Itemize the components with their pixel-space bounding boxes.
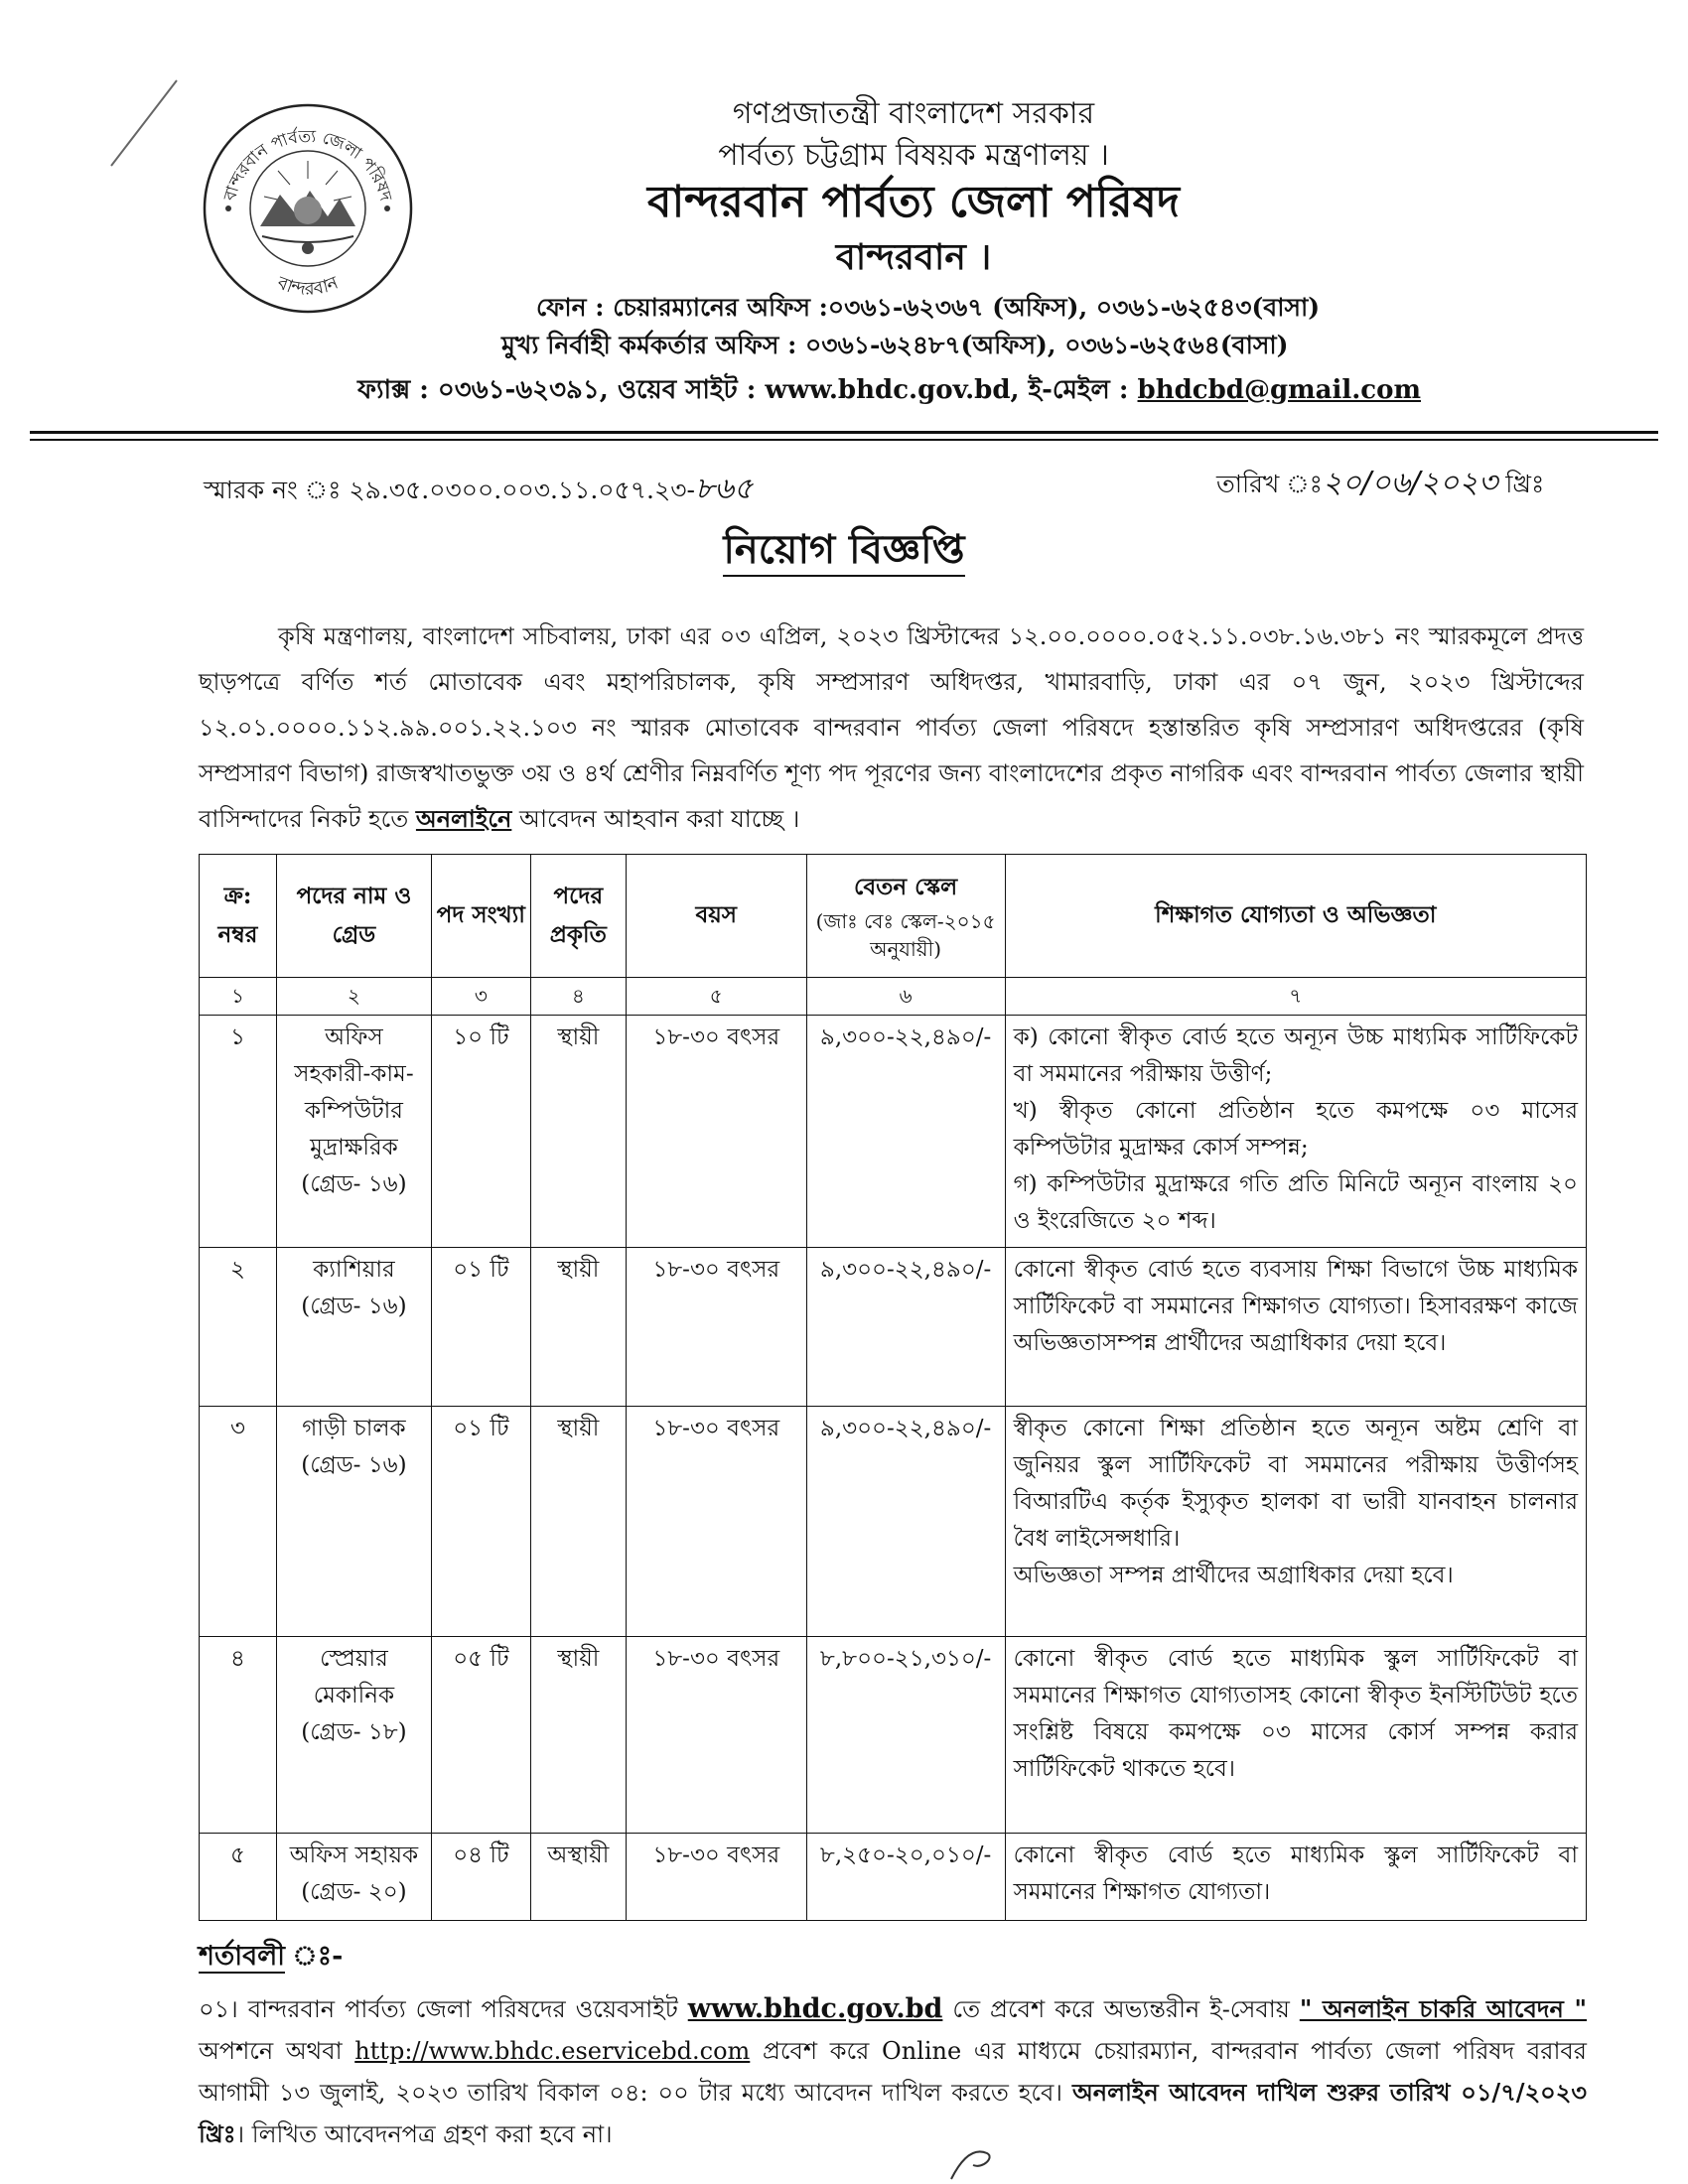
cell-serial: ৫ (200, 1834, 277, 1921)
cell-age: ১৮-৩০ বৎসর (626, 1834, 806, 1921)
council-seal-logo (199, 99, 417, 318)
cell-count: ১০ টি (431, 1016, 530, 1248)
intro-online-emphasis: অনলাইনে (415, 804, 512, 833)
cell-post (276, 1407, 431, 1637)
column-number: ৭ (1005, 978, 1586, 1016)
chairman-phone: ফোন : চেয়ারম্যানের অফিস :০৩৬১-৬২৩৬৭ (অফিস), ০৩৬১-৬২৫৪৩(বাসা) (536, 293, 1321, 322)
header-scale-label: বেতন স্কেল (854, 874, 958, 900)
cell-nature: স্থায়ী (530, 1016, 626, 1248)
header-scale-note: (জাঃ বেঃ স্কেল-২০১৫ অনুযায়ী) (815, 909, 996, 961)
post-grade: (গ্রেড- ১৮) (301, 1719, 407, 1745)
svg-text:বান্দরবান (273, 272, 342, 300)
header-divider-thin (30, 439, 1658, 441)
table-row (200, 1834, 1587, 1921)
column-number: ৬ (806, 978, 1005, 1016)
government-name: গণপ্রজাতন্ত্রী বাংলাদেশ সরকার (732, 96, 1095, 131)
cell-scale: ৯,৩০০-২২,৪৯০/- (806, 1016, 1005, 1248)
cell-qualification (1005, 1016, 1586, 1248)
c1-prefix: ০১। বান্দরবান পার্বত্য জেলা পরিষদের ওয়েবসাইট (199, 1995, 688, 2023)
table-row (200, 1248, 1587, 1407)
cell-post (276, 1016, 431, 1248)
cell-count: ০১ টি (431, 1407, 530, 1637)
pen-mark (99, 74, 189, 174)
column-number: ৩ (431, 978, 530, 1016)
cell-age: ১৮-৩০ বৎসর (626, 1637, 806, 1834)
ministry-name: পার্বত্য চট্টগ্রাম বিষয়ক মন্ত্রণালয় । (718, 138, 1109, 173)
column-number: ৪ (530, 978, 626, 1016)
cell-scale: ৯,৩০০-২২,৪৯০/- (806, 1248, 1005, 1407)
qualification-item: কোনো স্বীকৃত বোর্ড হতে মাধ্যমিক স্কুল সার্টিফিকেট বা সমমানের শিক্ষাগত যোগ্যতা। (1013, 1843, 1578, 1905)
c1-mid: তে প্রবেশ করে অভ্যন্তরীন ই-সেবায় (942, 1995, 1300, 2023)
qualification-item: গ) কম্পিউটার মুদ্রাক্ষরে গতি প্রতি মিনিটে অন্যূন বাংলায় ২০ ও ইংরেজিতে ২০ শব্দ। (1013, 1171, 1578, 1234)
email-link[interactable]: bhdcbd@gmail.com (1137, 375, 1421, 405)
conditions-heading-text: শর্তাবলী (199, 1941, 285, 1972)
memo-label: স্মারক নং ঃ ২৯.৩৫.০৩০০.০০৩.১১.০৫৭.২৩- (204, 476, 695, 504)
fax-web-text: ফ্যাক্স : ০৩৬১-৬২৩৯১, ওয়েব সাইট : www.bhdc.gov.bd, ই-মেইল : (357, 375, 1138, 405)
notice-title (0, 518, 1688, 585)
cell-post (276, 1834, 431, 1921)
c1-mid2: অপশনে অথবা (199, 2037, 355, 2065)
intro-tail: আবেদন আহবান করা যাচ্ছে । (511, 805, 800, 833)
qualification-item: খ) স্বীকৃত কোনো প্রতিষ্ঠান হতে কমপক্ষে ০৩ মাসের কম্পিউটার মুদ্রাক্ষর কোর্স সম্পন্ন; (1013, 1098, 1578, 1160)
website-link[interactable]: www.bhdc.gov.bd (687, 1993, 943, 2024)
table-row (200, 1637, 1587, 1834)
cell-scale: ৯,৩০০-২২,৪৯০/- (806, 1407, 1005, 1637)
header-divider-thick (30, 431, 1658, 434)
memo-date (1216, 459, 1544, 509)
header-post: পদের নাম ও গ্রেড (276, 855, 431, 978)
qualification-item: কোনো স্বীকৃত বোর্ড হতে মাধ্যমিক স্কুল সার্টিফিকেট বা সমমানের শিক্ষাগত যোগ্যতাসহ কোনো স্বীকৃত ইনস্টিটিউট হতে সংশ্লিষ্ট বিষয়ে কমপক্ষে ০৩ মাসের কোর্স সম্পন্ন করার সার্টিফিকেট থাকতে হবে। (1013, 1646, 1578, 1782)
header-qualification: শিক্ষাগত যোগ্যতা ও অভিজ্ঞতা (1005, 855, 1586, 978)
post-name: গাড়ী চালক (302, 1416, 406, 1441)
post-grade: (গ্রেড- ১৬) (301, 1171, 407, 1197)
cell-qualification (1005, 1407, 1586, 1637)
column-number: ৫ (626, 978, 806, 1016)
cell-nature: স্থায়ী (530, 1407, 626, 1637)
condition-1 (199, 1988, 1587, 2155)
cell-count: ০৫ টি (431, 1637, 530, 1834)
header-serial: ক্র: নম্বর (200, 855, 277, 978)
header-nature: পদের প্রকৃতি (530, 855, 626, 978)
memo-number (204, 465, 753, 515)
table-row (200, 1407, 1587, 1637)
post-grade: (গ্রেড- ১৬) (301, 1452, 407, 1478)
c1-tail: প্রবেশ করে Online এর মাধ্যমে চেয়ারম্যান, বান্দরবান পার্বত্য জেলা পরিষদ বরাবর আগামী ১৩ জুলাই, ২০২৩ তারিখ বিকাল ০৪: ০০ টার মধ্যে আবেদন দাখিল করতে হবে। (199, 2037, 1587, 2107)
cell-scale: ৮,২৫০-২০,০১০/- (806, 1834, 1005, 1921)
intro-text: কৃষি মন্ত্রণালয়, বাংলাদেশ সচিবালয়, ঢাকা এর ০৩ এপ্রিল, ২০২৩ খ্রিস্টাব্দের ১২.০০.০০০০.০৫২.১১.০৩৮.১৬.৩৮১ নং স্মারকমূলে প্রদত্ত ছাড়পত্রে বর্ণিত শর্ত মোতাবেক এবং মহাপরিচালক, কৃষি সম্প্রসারণ অধিদপ্তর, খামারবাড়ি, ঢাকা এর ০৭ জুন, ২০২৩ খ্রিস্টাব্দের ১২.০১.০০০০.১১২.৯৯.০০১.২২.১০৩ নং স্মারক মোতাবেক বান্দরবান পার্বত্য জেলা পরিষদে হস্তান্তরিত কৃষি সম্প্রসারণ অধিদপ্তরের (কৃষি সম্প্রসারণ বিভাগ) রাজস্বখাতভুক্ত ৩য় ও ৪র্থ শ্রেণীর নিম্নবর্ণিত শূণ্য পদ পূরণের জন্য বাংলাদেশের প্রকৃত নাগরিক এবং বান্দরবান পার্বত্য জেলার স্থায়ী বাসিন্দাদের নিকট হতে (199, 622, 1584, 833)
cell-nature: অস্থায়ী (530, 1834, 626, 1921)
table-header-row (200, 855, 1587, 978)
cell-age: ১৮-৩০ বৎসর (626, 1016, 806, 1248)
cell-scale: ৮,৮০০-২১,৩১০/- (806, 1637, 1005, 1834)
column-number: ২ (276, 978, 431, 1016)
cell-qualification (1005, 1637, 1586, 1834)
date-label: তারিখ ঃ (1216, 470, 1323, 498)
cell-serial: ৪ (200, 1637, 277, 1834)
column-number-row (200, 978, 1587, 1016)
cell-age: ১৮-৩০ বৎসর (626, 1407, 806, 1637)
qualification-item: অভিজ্ঞতা সম্পন্ন প্রার্থীদের অগ্রাধিকার দেয়া হবে। (1013, 1563, 1454, 1588)
header-age: বয়স (626, 855, 806, 978)
cell-qualification (1005, 1834, 1586, 1921)
online-application-option: " অনলাইন চাকরি আবেদন " (1299, 1994, 1587, 2023)
post-name: অফিস সহায়ক (289, 1843, 419, 1868)
conditions-heading (199, 1936, 343, 1980)
post-name: স্প্রেয়ার মেকানিক (313, 1646, 395, 1708)
cell-nature: স্থায়ী (530, 1637, 626, 1834)
date-handwritten: ২০/০৬/২০২৩ (1323, 466, 1498, 500)
post-name: ক্যাশিয়ার (313, 1257, 395, 1283)
cell-post (276, 1248, 431, 1407)
seal-top-text: বান্দরবান পার্বত্য জেলা পরিষদ (219, 126, 396, 204)
date-suffix: খ্রিঃ (1497, 470, 1545, 498)
conditions-heading-suffix: ঃ- (284, 1941, 344, 1972)
cell-count: ০১ টি (431, 1248, 530, 1407)
cell-serial: ৩ (200, 1407, 277, 1637)
cell-qualification (1005, 1248, 1586, 1407)
post-grade: (গ্রেড- ১৬) (301, 1294, 407, 1319)
signature-mark (943, 2139, 1003, 2184)
fax-web-email (357, 369, 1421, 413)
cell-count: ০৪ টি (431, 1834, 530, 1921)
cell-post (276, 1637, 431, 1834)
qualification-item: স্বীকৃত কোনো শিক্ষা প্রতিষ্ঠান হতে অন্যূন অষ্টম শ্রেণি বা জুনিয়র স্কুল সার্টিফিকেট বা সমমানের পরীক্ষায় উত্তীর্ণসহ বিআরটিএ কর্তৃক ইস্যুকৃত হালকা বা ভারী যানবাহন চালনার বৈধ লাইসেন্সধারি। (1013, 1416, 1578, 1552)
header-count: পদ সংখ্যা (431, 855, 530, 978)
cell-serial: ১ (200, 1016, 277, 1248)
ceo-phone: মুখ্য নির্বাহী কর্মকর্তার অফিস : ০৩৬১-৬২৪৮৭(অফিস), ০৩৬১-৬২৫৬৪(বাসা) (501, 331, 1289, 359)
post-grade: (গ্রেড- ২০) (301, 1879, 407, 1905)
table-row (200, 1016, 1587, 1248)
qualification-item: ক) কোনো স্বীকৃত বোর্ড হতে অন্যূন উচ্চ মাধ্যমিক সার্টিফিকেট বা সমমানের পরীক্ষায় উত্তীর্ণ; (1013, 1024, 1578, 1087)
column-number: ১ (200, 978, 277, 1016)
seal-bottom-text: বান্দরবান (274, 272, 342, 300)
eservice-link[interactable]: http://www.bhdc.eservicebd.com (354, 2037, 751, 2065)
c1-end: । লিখিত আবেদনপত্র গ্রহণ করা হবে না। (235, 2120, 613, 2148)
cell-serial: ২ (200, 1248, 277, 1407)
qualification-item: কোনো স্বীকৃত বোর্ড হতে ব্যবসায় শিক্ষা বিভাগে উচ্চ মাধ্যমিক সার্টিফিকেট বা সমমানের শিক্ষাগত যোগ্যতা। হিসাবরক্ষণ কাজে অভিজ্ঞতাসম্পন্ন প্রার্থীদের অগ্রাধিকার দেয়া হবে। (1013, 1257, 1578, 1356)
memo-handwritten-number: ৮৬৫ (694, 472, 754, 506)
notice-title-text: নিয়োগ বিজ্ঞপ্তি (723, 526, 964, 577)
posts-table (199, 854, 1587, 1921)
cell-nature: স্থায়ী (530, 1248, 626, 1407)
council-city: বান্দরবান । (835, 236, 992, 278)
header-scale (806, 855, 1005, 978)
application-start-date: অনলাইন আবেদন দাখিল শুরুর তারিখ ০১/৭/২০২৩ খ্রিঃ (199, 2078, 1587, 2148)
cell-age: ১৮-৩০ বৎসর (626, 1248, 806, 1407)
post-name: অফিস সহকারী-কাম-কম্পিউটার মুদ্রাক্ষরিক (294, 1024, 414, 1160)
council-name: বান্দরবান পার্বত্য জেলা পরিষদ (647, 177, 1180, 227)
intro-paragraph (199, 614, 1584, 842)
